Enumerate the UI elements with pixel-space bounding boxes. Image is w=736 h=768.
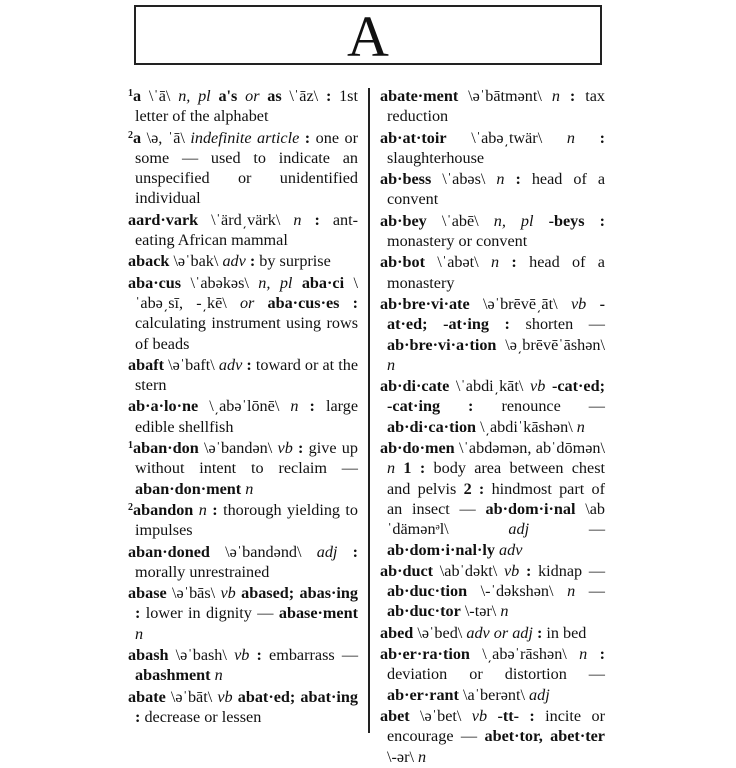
homograph-number: 1: [128, 88, 133, 99]
bold-run: :: [519, 561, 532, 580]
headword: aban·doned: [128, 542, 210, 561]
headword: abash: [128, 646, 169, 665]
pronunciation: \əˈbrēvē͵āt\: [469, 294, 571, 313]
bold-run: abased; abas·ing :: [135, 584, 358, 623]
part-of-speech: vb: [504, 561, 520, 580]
part-of-speech: indefinite article: [190, 128, 300, 147]
part-of-speech: n: [293, 210, 302, 229]
dictionary-entry: [380, 86, 605, 127]
dictionary-entry: [128, 86, 358, 127]
part-of-speech: n: [387, 459, 396, 478]
bold-run: 1 :: [395, 459, 426, 478]
bold-run: :: [504, 170, 521, 189]
dictionary-entry: [380, 706, 605, 767]
bold-run: ab·di·ca·tion: [387, 417, 477, 436]
bold-run: -tt- :: [487, 706, 535, 725]
homograph-number: 2: [128, 129, 133, 141]
bold-run: :: [292, 439, 304, 458]
italic-run: n: [567, 582, 576, 601]
dictionary-entry: [128, 355, 358, 396]
headword: ab·at·toir: [380, 128, 447, 147]
column-divider: [368, 88, 370, 733]
bold-run: :: [242, 355, 252, 374]
definition-text: calculating instrument using rows of beads: [135, 314, 358, 353]
bold-run: :: [301, 210, 320, 229]
bold-run: -cat·ed; -cat·ing :: [387, 377, 605, 416]
part-of-speech: n: [496, 170, 505, 189]
part-of-speech: adv or adj: [466, 623, 533, 642]
bold-run: -at·ed; -at·ing :: [387, 294, 606, 334]
headword: abate·ment: [380, 87, 459, 105]
dictionary-entry: [128, 396, 358, 437]
headword: abaft: [128, 355, 164, 374]
definition-text: by surprise: [255, 252, 331, 271]
part-of-speech: n: [551, 87, 560, 105]
definition-text: \ə͵brēvēˈāshən\: [496, 335, 605, 354]
definition-text: one or some — used to indicate an unspecified or unidentified individual: [135, 128, 358, 208]
dictionary-entry: [380, 252, 605, 293]
dictionary-entry: [128, 687, 358, 728]
definition-text: renounce —: [473, 397, 605, 416]
definition-text: decrease or lessen: [140, 707, 262, 726]
dictionary-entry: [380, 211, 605, 252]
definition-text: kidnap —: [531, 561, 606, 580]
pronunciation: \ˈabē\: [426, 211, 494, 230]
part-of-speech: vb: [570, 294, 587, 313]
definition-text: slaughterhouse: [387, 148, 485, 167]
definition-text: \-ˈdəkshən\: [467, 582, 568, 601]
dictionary-entry: [380, 623, 605, 643]
dictionary-entry: [380, 438, 605, 560]
pronunciation: \͵abəˈrāshən\: [469, 645, 580, 664]
italic-run: n: [241, 479, 254, 498]
pronunciation: \ˈā\: [141, 87, 179, 105]
bold-run: abet·tor, abet·ter: [484, 727, 605, 746]
definition-text: give up without intent to reclaim —: [135, 439, 358, 478]
definition-text: ant-eating African mammal: [135, 210, 359, 250]
italic-run: n: [576, 417, 585, 436]
headword: aba·cus: [128, 273, 182, 292]
bold-run: ab·er·rant: [387, 685, 459, 704]
dictionary-entry: [380, 128, 605, 169]
part-of-speech: adv: [222, 252, 246, 271]
right-column: [380, 86, 605, 768]
part-of-speech: vb: [220, 584, 236, 603]
bold-run: aba·cus·es: [254, 293, 340, 312]
part-of-speech: n: [579, 645, 588, 664]
headword: ab·a·lo·ne: [128, 397, 199, 416]
pronunciation: \ˈabəkəs\: [181, 273, 259, 292]
bold-run: ab·dom·i·nal·ly: [387, 540, 495, 559]
part-of-speech: vb: [471, 706, 488, 725]
definition-text: hindmost part of an insect —: [387, 479, 605, 518]
headword: aban·don: [133, 439, 199, 458]
bold-run: :: [245, 252, 256, 271]
part-of-speech: n: [566, 128, 575, 147]
pronunciation: \əˈbandənd\: [209, 542, 317, 561]
italic-run: n: [387, 355, 396, 374]
dictionary-entry: [128, 645, 358, 686]
headword: a: [133, 87, 142, 105]
dictionary-entry: [128, 210, 358, 251]
dictionary-entry: [128, 583, 358, 644]
part-of-speech: n: [290, 397, 299, 416]
part-of-speech: n, pl: [493, 211, 534, 230]
definition-text: lower in dignity —: [140, 604, 279, 623]
headword: ab·er·ra·tion: [380, 645, 470, 664]
bold-run: :: [337, 542, 358, 561]
headword: abate: [128, 687, 166, 706]
dictionary-entry: [128, 251, 358, 271]
italic-run: or: [237, 87, 260, 105]
pronunciation: \əˈbandən\: [198, 439, 278, 458]
bold-run: :: [532, 623, 543, 642]
bold-run: as: [259, 87, 282, 105]
definition-text: \ˈāz\: [281, 87, 326, 105]
headword: ab·bey: [380, 211, 427, 230]
headword: ab·bot: [380, 253, 425, 272]
headword: abase: [128, 584, 167, 603]
headword: abandon: [133, 500, 194, 519]
definition-text: monastery or convent: [387, 232, 528, 251]
bold-run: -beys :: [533, 211, 605, 230]
bold-run: :: [298, 397, 315, 416]
part-of-speech: n, pl: [178, 87, 211, 105]
pronunciation: \əˈbed\: [413, 623, 467, 642]
dictionary-entry: [128, 500, 358, 541]
pronunciation: \ˈabə͵twär\: [446, 128, 567, 147]
part-of-speech: vb: [217, 687, 233, 706]
definition-text: head of a monastery: [387, 253, 605, 292]
bold-run: ab·bre·vi·a·tion: [387, 335, 497, 354]
dictionary-entry: [128, 542, 358, 583]
definition-text: morally unrestrained: [135, 562, 270, 581]
headword: aard·vark: [128, 210, 199, 229]
bold-run: :: [339, 293, 358, 312]
definition-text: body area between chest and pelvis: [387, 459, 605, 498]
bold-run: abashment: [135, 666, 211, 685]
pronunciation: \ˈabəs\: [431, 170, 497, 189]
pronunciation: \əˈbak\: [169, 252, 223, 271]
part-of-speech: n: [490, 253, 500, 272]
bold-run: :: [249, 646, 262, 665]
dictionary-entry: [380, 644, 605, 705]
homograph-number: 2: [128, 501, 133, 513]
part-of-speech: vb: [530, 377, 546, 396]
left-column: [128, 86, 358, 728]
headword: a: [133, 128, 142, 147]
definition-text: incite or encourage —: [387, 706, 605, 746]
dictionary-entry: [380, 561, 605, 622]
headword: ab·duct: [380, 561, 434, 580]
headword: abed: [380, 623, 414, 642]
pronunciation: \͵abəˈlōnē\: [198, 397, 291, 416]
pronunciation: \ˈabdi͵kāt\: [449, 377, 531, 396]
headword: ab·bess: [380, 170, 432, 189]
headword: ab·bre·vi·ate: [380, 294, 470, 313]
italic-run: n: [500, 602, 509, 621]
definition-text: thorough yielding to impulses: [135, 500, 359, 540]
part-of-speech: n, pl: [258, 273, 293, 292]
part-of-speech: vb: [234, 646, 250, 665]
italic-run: adv: [494, 540, 523, 559]
bold-run: :: [499, 253, 517, 272]
definition-text: head of a convent: [387, 170, 605, 209]
dictionary-entry: [380, 294, 605, 375]
definition-text: deviation or distortion —: [387, 665, 605, 684]
dictionary-entry: [380, 169, 605, 210]
definition-text: 1st letter of the alphabet: [135, 87, 358, 126]
bold-run: ab·dom·i·nal: [485, 499, 576, 518]
homograph-number: 1: [128, 440, 133, 452]
section-letter: A: [347, 4, 389, 69]
dictionary-entry: [128, 128, 358, 209]
pronunciation: \əˈbāt\: [165, 687, 218, 706]
definition-text: \ˈabə͵sī, -͵kē\: [135, 273, 359, 312]
part-of-speech: adv: [218, 355, 243, 374]
bold-run: :: [559, 87, 576, 105]
italic-run: n: [210, 666, 223, 685]
definition-text: \͵abdiˈkāshən\: [476, 417, 577, 436]
italic-run: adj: [508, 520, 530, 539]
bold-run: abase·ment: [278, 604, 358, 623]
bold-run: :: [299, 128, 311, 147]
bold-run: :: [325, 87, 332, 105]
dictionary-entry: [128, 438, 358, 499]
headword: aback: [128, 252, 170, 271]
definition-text: \-tər\: [460, 602, 501, 621]
part-of-speech: n: [198, 500, 207, 519]
letter-header-box: [134, 4, 602, 69]
pronunciation: \ˈärd͵värk\: [198, 210, 294, 229]
part-of-speech: adj: [316, 542, 338, 561]
definition-text: in bed: [542, 623, 587, 642]
definition-text: shorten —: [509, 315, 605, 334]
definition-text: tax reduction: [387, 87, 606, 126]
pronunciation: \əˈbaft\: [163, 355, 219, 374]
bold-run: 2 :: [463, 479, 485, 498]
definition-text: \aˈberənt\: [458, 685, 530, 704]
dictionary-entry: [128, 273, 358, 354]
headword: abet: [380, 706, 410, 725]
bold-run: abat·ed; abat·ing :: [135, 687, 358, 726]
headword: ab·do·men: [380, 439, 455, 458]
italic-run: or: [239, 293, 255, 312]
definition-text: \-ər\: [387, 747, 419, 766]
italic-run: n: [418, 747, 427, 766]
pronunciation: \əˈbet\: [409, 706, 472, 725]
headword: ab·di·cate: [380, 377, 450, 396]
bold-run: ab·duc·tion: [387, 582, 468, 601]
bold-run: aba·ci: [292, 273, 345, 292]
definition-text: embarrass —: [261, 646, 359, 665]
definition-text: large edible shellfish: [135, 397, 359, 436]
definition-text: —: [575, 582, 605, 601]
pronunciation: \ˈabdəmən, abˈdōmən\: [454, 439, 605, 458]
pronunciation: \abˈdəkt\: [433, 561, 504, 580]
pronunciation: \ə, ˈā\: [141, 128, 191, 147]
pronunciation: \əˈbās\: [166, 584, 221, 603]
pronunciation: \ˈabət\: [424, 253, 491, 272]
bold-run: :: [206, 500, 218, 519]
bold-run: :: [587, 645, 605, 664]
bold-run: aban·don·ment: [135, 479, 242, 498]
italic-run: n: [135, 624, 144, 643]
pronunciation: \əˈbash\: [168, 646, 235, 665]
definition-text: \abˈdämənᵊl\: [387, 499, 605, 539]
bold-run: ab·duc·tor: [387, 602, 461, 621]
definition-text: —: [529, 520, 605, 539]
italic-run: adj: [529, 685, 550, 704]
part-of-speech: vb: [277, 439, 293, 458]
bold-run: :: [574, 128, 605, 147]
definition-text: toward or at the stern: [135, 355, 358, 395]
bold-run: a's: [210, 87, 238, 105]
dictionary-entry: [380, 376, 605, 437]
pronunciation: \əˈbātmənt\: [458, 87, 552, 105]
